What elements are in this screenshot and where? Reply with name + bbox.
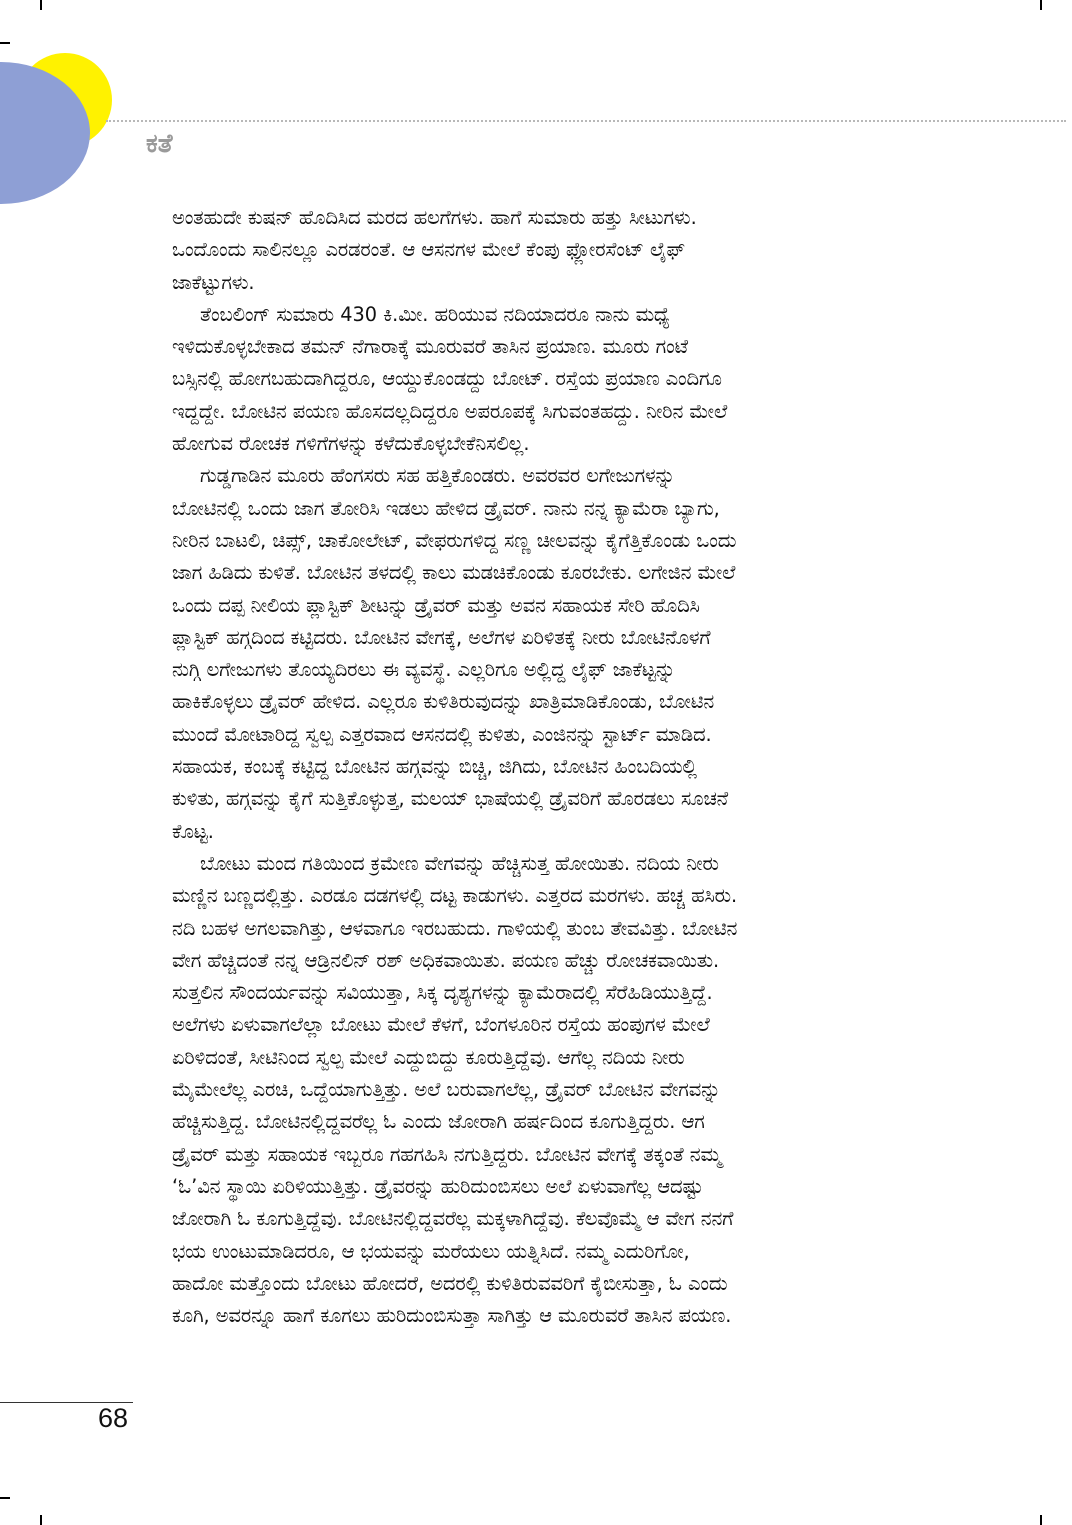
body-line: ಜೋರಾಗಿ ಓ ಕೂಗುತ್ತಿದ್ದೆವು. ಬೋಟಿನಲ್ಲಿದ್ದವರೆಲ್ಲ ಮಕ್ಕಳಾಗಿದ್ದೆವು. ಕೆಲವೊಮ್ಮೆ ಆ ವೇಗ ನನಗೆ [172,1207,734,1231]
body-line: ಬೋಟಿನಲ್ಲಿ ಒಂದು ಜಾಗ ತೋರಿಸಿ ಇಡಲು ಹೇಳಿದ ಡ್ರೈವರ್. ನಾನು ನನ್ನ ಕ್ಯಾಮೆರಾ ಬ್ಯಾಗು, [172,496,720,520]
paragraph-start-line: ತೆಂಬಲಿಂಗ್ ಸುಮಾರು 430 ಕಿ.ಮೀ. ಹರಿಯುವ ನದಿಯಾದರೂ ನಾನು ಮಧ್ಯೆ [200,302,670,326]
body-line: ಹೆಚ್ಚಿಸುತ್ತಿದ್ದ. ಬೋಟಿನಲ್ಲಿದ್ದವರೆಲ್ಲ ಓ ಎಂದು ಜೋರಾಗಿ ಹರ್ಷದಿಂದ ಕೂಗುತ್ತಿದ್ದರು. ಆಗ [172,1110,705,1134]
body-line: ಇದ್ದದ್ದೇ. ಬೋಟಿನ ಪಯಣ ಹೊಸದಲ್ಲದಿದ್ದರೂ ಅಪರೂಪಕ್ಕೆ ಸಿಗುವಂತಹದ್ದು. ನೀರಿನ ಮೇಲೆ [172,399,728,423]
body-line: ಕೂಗಿ, ಅವರನ್ನೂ ಹಾಗೆ ಕೂಗಲು ಹುರಿದುಂಬಿಸುತ್ತಾ ಸಾಗಿತ್ತು ಆ ಮೂರುವರೆ ತಾಸಿನ ಪಯಣ. [172,1304,732,1328]
crop-mark-bottom-left-v [40,1515,42,1525]
body-line: ಕೊಟ್ಟ. [172,819,214,843]
crop-mark-top-left-v [40,0,42,10]
body-line: ಹಾಕಿಕೊಳ್ಳಲು ಡ್ರೈವರ್ ಹೇಳಿದ. ಎಲ್ಲರೂ ಕುಳಿತಿರುವುದನ್ನು ಖಾತ್ರಿಮಾಡಿಕೊಂಡು, ಬೋಟಿನ [172,690,715,714]
body-line: ಜಾಗ ಹಿಡಿದು ಕುಳಿತೆ. ಬೋಟಿನ ತಳದಲ್ಲಿ ಕಾಲು ಮಡಚಿಕೊಂಡು ಕೂರಬೇಕು. ಲಗೇಜಿನ ಮೇಲೆ [172,561,736,585]
body-line: ಸಹಾಯಕ, ಕಂಬಕ್ಕೆ ಕಟ್ಟಿದ್ದ ಬೋಟಿನ ಹಗ್ಗವನ್ನು ಬಿಚ್ಚಿ, ಜಿಗಿದು, ಬೋಟಿನ ಹಿಂಬದಿಯಲ್ಲಿ [172,755,697,779]
body-line: ಒಂದು ದಪ್ಪ ನೀಲಿಯ ಪ್ಲಾಸ್ಟಿಕ್ ಶೀಟನ್ನು ಡ್ರೈವರ್ ಮತ್ತು ಅವನ ಸಹಾಯಕ ಸೇರಿ ಹೊದಿಸಿ [172,593,700,617]
body-line: ಜಾಕೆಟ್ಟುಗಳು. [172,270,255,294]
header-dotted-rule [106,120,1066,122]
body-line: ಹೋಗುವ ರೋಚಕ ಗಳಿಗೆಗಳನ್ನು ಕಳೆದುಕೊಳ್ಳಬೇಕೆನಿಸಲಿಲ್ಲ. [172,432,530,456]
body-line: ಮುಂದೆ ಮೋಟಾರಿದ್ದ ಸ್ವಲ್ಪ ಎತ್ತರವಾದ ಆಸನದಲ್ಲಿ ಕುಳಿತು, ಎಂಜಿನನ್ನು ಸ್ಟಾರ್ಟ್ ಮಾಡಿದ. [172,722,712,746]
paragraph-start-line: ಗುಡ್ಡಗಾಡಿನ ಮೂರು ಹೆಂಗಸರು ಸಹ ಹತ್ತಿಕೊಂಡರು. ಅವರವರ ಲಗೇಜುಗಳನ್ನು [200,464,675,488]
body-line: ಬಸ್ಸಿನಲ್ಲಿ ಹೋಗಬಹುದಾಗಿದ್ದರೂ, ಆಯ್ದುಕೊಂಡದ್ದು ಬೋಟ್. ರಸ್ತೆಯ ಪ್ರಯಾಣ ಎಂದಿಗೂ [172,367,722,391]
crop-mark-bottom-right-v [1040,1515,1042,1525]
article-body [172,202,944,1332]
body-line: ಒಂದೊಂದು ಸಾಲಿನಲ್ಲೂ ಎರಡರಂತೆ. ಆ ಆಸನಗಳ ಮೇಲೆ ಕೆಂಪು ಫ್ಲೋರಸೆಂಟ್ ಲೈಫ್ [172,238,686,262]
body-line: ವೇಗ ಹೆಚ್ಚಿದಂತೆ ನನ್ನ ಆಡ್ರಿನಲಿನ್ ರಶ್ ಅಧಿಕವಾಯಿತು. ಪಯಣ ಹೆಚ್ಚು ರೋಚಕವಾಯಿತು. [172,948,720,972]
body-line: ಸುತ್ತಲಿನ ಸೌಂದರ್ಯವನ್ನು ಸವಿಯುತ್ತಾ, ಸಿಕ್ಕ ದೃಶ್ಯಗಳನ್ನು ಕ್ಯಾಮೆರಾದಲ್ಲಿ ಸೆರೆಹಿಡಿಯುತ್ತಿದ್ದೆ. [172,981,713,1005]
crop-mark-top-right-v [1040,0,1042,10]
body-line: ಅಂತಹುದೇ ಕುಷನ್ ಹೊದಿಸಿದ ಮರದ ಹಲಗೆಗಳು. ಹಾಗೆ ಸುಮಾರು ಹತ್ತು ಸೀಟುಗಳು. [172,206,697,229]
body-line: ಹಾದೋ ಮತ್ತೊಂದು ಬೋಟು ಹೋದರೆ, ಅದರಲ್ಲಿ ಕುಳಿತಿರುವವರಿಗೆ ಕೈಬೀಸುತ್ತಾ, ಓ ಎಂದು [172,1271,728,1295]
body-line: ನದಿ ಬಹಳ ಅಗಲವಾಗಿತ್ತು, ಆಳವಾಗೂ ಇರಬಹುದು. ಗಾಳಿಯಲ್ಲಿ ತುಂಬ ತೇವವಿತ್ತು. ಬೋಟಿನ [172,916,738,940]
crop-mark-top-left-h [0,42,10,44]
body-line: ಮೈಮೇಲೆಲ್ಲ ಎರಚಿ, ಒದ್ದೆಯಾಗುತ್ತಿತ್ತು. ಅಲೆ ಬರುವಾಗಲೆಲ್ಲ, ಡ್ರೈವರ್ ಬೋಟಿನ ವೇಗವನ್ನು [172,1078,721,1102]
page-number: 68 [98,1403,129,1433]
body-line: ಪ್ಲಾಸ್ಟಿಕ್ ಹಗ್ಗದಿಂದ ಕಟ್ಟಿದರು. ಬೋಟಿನ ವೇಗಕ್ಕೆ, ಅಲೆಗಳ ಏರಿಳಿತಕ್ಕೆ ನೀರು ಬೋಟಿನೊಳಗೆ [172,625,711,649]
body-line: ನುಗ್ಗಿ ಲಗೇಜುಗಳು ತೊಯ್ಯದಿರಲು ಈ ವ್ಯವಸ್ಥೆ. ಎಲ್ಲರಿಗೂ ಅಲ್ಲಿದ್ದ ಲೈಫ್ ಜಾಕೆಟ್ಟನ್ನು [172,658,676,682]
section-title: ಕತೆ [146,129,173,159]
body-line: ಡ್ರೈವರ್ ಮತ್ತು ಸಹಾಯಕ ಇಬ್ಬರೂ ಗಹಗಹಿಸಿ ನಗುತ್ತಿದ್ದರು. ಬೋಟಿನ ವೇಗಕ್ಕೆ ತಕ್ಕಂತೆ ನಮ್ಮ [172,1142,722,1166]
body-line: ಭಯ ಉಂಟುಮಾಡಿದರೂ, ಆ ಭಯವನ್ನು ಮರೆಯಲು ಯತ್ನಿಸಿದೆ. ನಮ್ಮ ಎದುರಿಗೋ, [172,1239,690,1263]
body-line: ಅಲೆಗಳು ಏಳುವಾಗಲೆಲ್ಲಾ ಬೋಟು ಮೇಲೆ ಕೆಳಗೆ, ಬೆಂಗಳೂರಿನ ರಸ್ತೆಯ ಹಂಪುಗಳ ಮೇಲೆ [172,1013,710,1037]
body-line: ಇಳಿದುಕೊಳ್ಳಬೇಕಾದ ತಮನ್ ನೆಗಾರಾಕ್ಕೆ ಮೂರುವರೆ ತಾಸಿನ ಪ್ರಯಾಣ. ಮೂರು ಗಂಟೆ [172,335,689,359]
paragraph-start-line: ಬೋಟು ಮಂದ ಗತಿಯಿಂದ ಕ್ರಮೇಣ ವೇಗವನ್ನು ಹೆಚ್ಚಿಸುತ್ತ ಹೋಯಿತು. ನದಿಯ ನೀರು [200,851,719,875]
body-line: ಕುಳಿತು, ಹಗ್ಗವನ್ನು ಕೈಗೆ ಸುತ್ತಿಕೊಳ್ಳುತ್ತ, ಮಲಯ್ ಭಾಷೆಯಲ್ಲಿ ಡ್ರೈವರಿಗೆ ಹೊರಡಲು ಸೂಚನೆ [172,787,729,811]
body-line: ನೀರಿನ ಬಾಟಲಿ, ಚಿಪ್ಸ್, ಚಾಕೋಲೇಟ್, ವೇಫರುಗಳಿದ್ದ ಸಣ್ಣ ಚೀಲವನ್ನು ಕೈಗೆತ್ತಿಕೊಂಡು ಒಂದು [172,528,737,552]
body-line: ‘ಓ’ವಿನ ಸ್ಥಾಯಿ ಏರಿಳಿಯುತ್ತಿತ್ತು. ಡ್ರೈವರನ್ನು ಹುರಿದುಂಬಿಸಲು ಅಲೆ ಏಳುವಾಗೆಲ್ಲ ಆದಷ್ಟು [172,1174,704,1198]
crop-mark-bottom-left-h [0,1497,10,1499]
body-line: ಏರಿಳಿದಂತೆ, ಸೀಟಿನಿಂದ ಸ್ವಲ್ಪ ಮೇಲೆ ಎದ್ದುಬಿದ್ದು ಕೂರುತ್ತಿದ್ದೆವು. ಆಗೆಲ್ಲ ನದಿಯ ನೀರು [172,1045,685,1069]
body-line: ಮಣ್ಣಿನ ಬಣ್ಣದಲ್ಲಿತ್ತು. ಎರಡೂ ದಡಗಳಲ್ಲಿ ದಟ್ಟ ಕಾಡುಗಳು. ಎತ್ತರದ ಮರಗಳು. ಹಚ್ಚ ಹಸಿರು. [172,884,738,908]
